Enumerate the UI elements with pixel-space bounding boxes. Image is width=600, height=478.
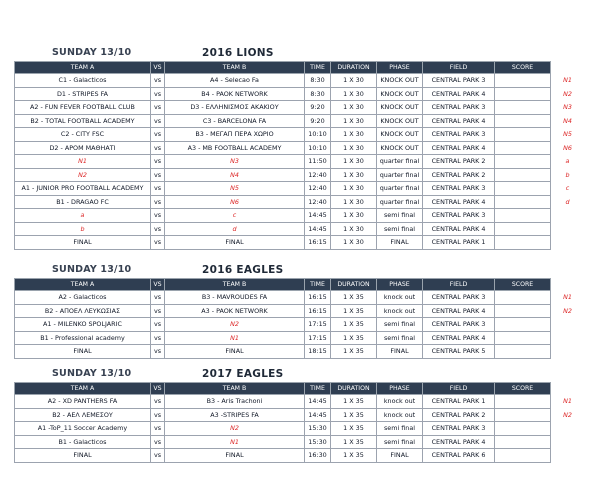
- cell-team-b: N1: [165, 331, 305, 345]
- cell-phase: KNOCK OUT: [377, 114, 423, 128]
- table-row: [15, 222, 585, 236]
- cell-score: [495, 331, 551, 345]
- cell-note: N1: [563, 397, 572, 406]
- column-header-phase: PHASE: [377, 383, 423, 395]
- cell-vs: vs: [151, 128, 165, 142]
- column-header-score: SCORE: [495, 62, 551, 74]
- cell-team-b: N6: [165, 195, 305, 209]
- cell-team-a: D1 - STRIPES FA: [15, 87, 151, 101]
- cell-time: 14:45: [305, 395, 331, 409]
- cell-vs: vs: [151, 141, 165, 155]
- cell-team-a: C2 - CITY FSC: [15, 128, 151, 142]
- cell-field: CENTRAL PARK 4: [423, 195, 495, 209]
- cell-duration: 1 X 30: [331, 114, 377, 128]
- cell-score: [495, 87, 551, 101]
- cell-team-a: B2 - ΑΠΟΕΛ ΛΕΥΚΩΣΙΑΣ: [15, 304, 151, 318]
- section-header: [14, 47, 584, 61]
- cell-field: CENTRAL PARK 5: [423, 345, 495, 359]
- section-day: SUNDAY 13/10: [52, 264, 132, 275]
- cell-phase: KNOCK OUT: [377, 128, 423, 142]
- cell-team-a: A1 -ToP_11 Soccer Academy: [15, 422, 151, 436]
- section-header: [14, 264, 584, 278]
- cell-time: 9:20: [305, 101, 331, 115]
- cell-vs: vs: [151, 209, 165, 223]
- cell-phase: quarter final: [377, 168, 423, 182]
- cell-duration: 1 X 30: [331, 236, 377, 250]
- cell-team-a: B1 - Professional academy: [15, 331, 151, 345]
- cell-team-b: C3 - BARCELONA FA: [165, 114, 305, 128]
- schedule-table: [14, 382, 585, 463]
- cell-note: N1: [563, 76, 572, 85]
- cell-team-b: FINAL: [165, 449, 305, 463]
- column-header-note: [551, 279, 585, 291]
- section-2017-eagles: [14, 368, 584, 463]
- cell-vs: vs: [151, 155, 165, 169]
- column-header-score: SCORE: [495, 279, 551, 291]
- cell-vs: vs: [151, 318, 165, 332]
- cell-vs: vs: [151, 74, 165, 88]
- cell-time: 12:40: [305, 195, 331, 209]
- cell-note: [551, 222, 585, 236]
- cell-score: [495, 435, 551, 449]
- cell-team-b: B4 - PAOK NETWORK: [165, 87, 305, 101]
- cell-phase: semi final: [377, 222, 423, 236]
- cell-time: 10:10: [305, 128, 331, 142]
- cell-note: N4: [563, 116, 572, 125]
- cell-note: [551, 345, 585, 359]
- cell-duration: 1 X 35: [331, 304, 377, 318]
- cell-duration: 1 X 30: [331, 222, 377, 236]
- table-row: [15, 422, 585, 436]
- cell-phase: KNOCK OUT: [377, 74, 423, 88]
- cell-field: CENTRAL PARK 1: [423, 395, 495, 409]
- cell-phase: semi final: [377, 331, 423, 345]
- table-row: [15, 168, 585, 182]
- cell-team-a: B1 - Galacticos: [15, 435, 151, 449]
- cell-phase: KNOCK OUT: [377, 141, 423, 155]
- cell-phase: quarter final: [377, 195, 423, 209]
- column-header-note: [551, 383, 585, 395]
- table-row: [15, 449, 585, 463]
- cell-team-b: FINAL: [165, 236, 305, 250]
- cell-score: [495, 209, 551, 223]
- cell-team-b: N2: [165, 422, 305, 436]
- cell-vs: vs: [151, 449, 165, 463]
- cell-time: 16:15: [305, 304, 331, 318]
- cell-field: CENTRAL PARK 4: [423, 114, 495, 128]
- cell-vs: vs: [151, 331, 165, 345]
- table-row: [15, 236, 585, 250]
- cell-team-b: d: [165, 222, 305, 236]
- cell-vs: vs: [151, 304, 165, 318]
- cell-duration: 1 X 30: [331, 87, 377, 101]
- cell-note: N6: [563, 143, 572, 152]
- cell-score: [495, 195, 551, 209]
- cell-score: [495, 101, 551, 115]
- cell-team-a: FINAL: [15, 345, 151, 359]
- cell-score: [495, 408, 551, 422]
- column-header-team-a: TEAM A: [15, 62, 151, 74]
- cell-phase: FINAL: [377, 345, 423, 359]
- cell-team-a: A2 - Galacticos: [15, 291, 151, 305]
- table-row: [15, 435, 585, 449]
- cell-vs: vs: [151, 87, 165, 101]
- cell-field: CENTRAL PARK 2: [423, 155, 495, 169]
- cell-phase: semi final: [377, 435, 423, 449]
- column-header-field: FIELD: [423, 62, 495, 74]
- cell-duration: 1 X 30: [331, 209, 377, 223]
- cell-duration: 1 X 30: [331, 128, 377, 142]
- column-header-field: FIELD: [423, 383, 495, 395]
- table-row: [15, 128, 585, 142]
- column-header-duration: DURATION: [331, 279, 377, 291]
- cell-note: N1: [563, 293, 572, 302]
- cell-note: N2: [563, 306, 572, 315]
- cell-team-a: A2 - FUN FEVER FOOTBALL CLUB: [15, 101, 151, 115]
- cell-time: 9:20: [305, 114, 331, 128]
- cell-field: CENTRAL PARK 3: [423, 209, 495, 223]
- cell-note: N5: [563, 130, 572, 139]
- cell-team-b: N3: [165, 155, 305, 169]
- cell-team-a: N1: [15, 155, 151, 169]
- cell-duration: 1 X 35: [331, 318, 377, 332]
- column-header-team-a: TEAM A: [15, 383, 151, 395]
- cell-time: 15:30: [305, 422, 331, 436]
- cell-note: [551, 331, 585, 345]
- table-row: [15, 291, 585, 305]
- cell-note: N3: [563, 103, 572, 112]
- cell-team-a: B2 - TOTAL FOOTBALL ACADEMY: [15, 114, 151, 128]
- section-header: [14, 368, 584, 382]
- cell-team-b: B3 - MAVROUDES FA: [165, 291, 305, 305]
- column-header-score: SCORE: [495, 383, 551, 395]
- table-row: [15, 331, 585, 345]
- cell-duration: 1 X 30: [331, 74, 377, 88]
- table-row: [15, 195, 585, 209]
- section-2016-eagles: [14, 264, 584, 359]
- cell-field: CENTRAL PARK 3: [423, 422, 495, 436]
- cell-phase: KNOCK OUT: [377, 87, 423, 101]
- cell-duration: 1 X 35: [331, 422, 377, 436]
- cell-team-a: A1 - MILENKO SPOLJARIC: [15, 318, 151, 332]
- cell-duration: 1 X 30: [331, 168, 377, 182]
- cell-field: CENTRAL PARK 2: [423, 168, 495, 182]
- cell-score: [495, 345, 551, 359]
- cell-time: 8:30: [305, 87, 331, 101]
- cell-duration: 1 X 35: [331, 435, 377, 449]
- table-row: [15, 114, 585, 128]
- cell-duration: 1 X 30: [331, 141, 377, 155]
- cell-team-b: D3 - ΕΛΛΗΝΙΣΜΟΣ ΑΚΑΚΙΟΥ: [165, 101, 305, 115]
- cell-time: 14:45: [305, 209, 331, 223]
- cell-score: [495, 182, 551, 196]
- cell-field: CENTRAL PARK 4: [423, 222, 495, 236]
- cell-team-b: c: [165, 209, 305, 223]
- cell-field: CENTRAL PARK 3: [423, 128, 495, 142]
- cell-team-a: b: [15, 222, 151, 236]
- column-header-note: [551, 62, 585, 74]
- cell-note: b: [565, 170, 570, 179]
- section-day: SUNDAY 13/10: [52, 47, 132, 58]
- table-row: [15, 155, 585, 169]
- cell-team-b: N4: [165, 168, 305, 182]
- cell-field: CENTRAL PARK 4: [423, 304, 495, 318]
- cell-duration: 1 X 30: [331, 195, 377, 209]
- cell-phase: semi final: [377, 209, 423, 223]
- cell-score: [495, 422, 551, 436]
- cell-team-a: FINAL: [15, 449, 151, 463]
- cell-team-a: N2: [15, 168, 151, 182]
- cell-score: [495, 395, 551, 409]
- cell-vs: vs: [151, 435, 165, 449]
- cell-note: [551, 209, 585, 223]
- cell-team-b: A4 - Selecao Fa: [165, 74, 305, 88]
- column-header-duration: DURATION: [331, 383, 377, 395]
- table-row: [15, 345, 585, 359]
- section-2016-lions: [14, 47, 584, 250]
- table-row: [15, 74, 585, 88]
- cell-phase: knock out: [377, 408, 423, 422]
- cell-note: a: [565, 157, 570, 166]
- cell-field: CENTRAL PARK 6: [423, 449, 495, 463]
- table-row: [15, 182, 585, 196]
- table-row: [15, 87, 585, 101]
- cell-phase: knock out: [377, 304, 423, 318]
- cell-phase: semi final: [377, 422, 423, 436]
- column-header-time: TIME: [305, 62, 331, 74]
- cell-team-b: A3 - PAOK NETWORK: [165, 304, 305, 318]
- table-row: [15, 101, 585, 115]
- cell-team-b: N2: [165, 318, 305, 332]
- cell-phase: FINAL: [377, 449, 423, 463]
- cell-field: CENTRAL PARK 3: [423, 182, 495, 196]
- column-header-phase: PHASE: [377, 279, 423, 291]
- cell-score: [495, 449, 551, 463]
- cell-phase: quarter final: [377, 155, 423, 169]
- cell-phase: FINAL: [377, 236, 423, 250]
- cell-note: c: [565, 184, 570, 193]
- column-header-phase: PHASE: [377, 62, 423, 74]
- cell-team-b: B3 - Aris Trachoni: [165, 395, 305, 409]
- table-row: [15, 395, 585, 409]
- cell-time: 16:30: [305, 449, 331, 463]
- cell-duration: 1 X 30: [331, 101, 377, 115]
- column-header-vs: VS: [151, 383, 165, 395]
- column-header-duration: DURATION: [331, 62, 377, 74]
- cell-phase: knock out: [377, 395, 423, 409]
- cell-score: [495, 114, 551, 128]
- cell-team-b: A3 -STRIPES FA: [165, 408, 305, 422]
- cell-duration: 1 X 30: [331, 155, 377, 169]
- section-category: 2016 LIONS: [202, 47, 274, 59]
- section-category: 2017 EAGLES: [202, 368, 284, 380]
- cell-note: [551, 422, 585, 436]
- column-header-team-b: TEAM B: [165, 383, 305, 395]
- cell-time: 8:30: [305, 74, 331, 88]
- cell-field: CENTRAL PARK 3: [423, 318, 495, 332]
- cell-team-b: B3 - ΜΕΓΑΠ ΠΕΡΑ ΧΩΡΙΟ: [165, 128, 305, 142]
- cell-field: CENTRAL PARK 4: [423, 435, 495, 449]
- cell-time: 18:15: [305, 345, 331, 359]
- cell-score: [495, 222, 551, 236]
- cell-field: CENTRAL PARK 1: [423, 236, 495, 250]
- cell-team-b: FINAL: [165, 345, 305, 359]
- cell-note: [551, 449, 585, 463]
- cell-score: [495, 141, 551, 155]
- table-row: [15, 408, 585, 422]
- schedule-table: [14, 278, 585, 359]
- cell-vs: vs: [151, 236, 165, 250]
- cell-score: [495, 318, 551, 332]
- cell-vs: vs: [151, 422, 165, 436]
- cell-team-a: C1 - Galacticos: [15, 74, 151, 88]
- cell-field: CENTRAL PARK 3: [423, 101, 495, 115]
- table-header-row: [15, 279, 585, 291]
- cell-team-a: B1 - DRAGAO FC: [15, 195, 151, 209]
- cell-score: [495, 236, 551, 250]
- cell-vs: vs: [151, 222, 165, 236]
- cell-team-a: A1 - JUNIOR PRO FOOTBALL ACADEMY: [15, 182, 151, 196]
- cell-score: [495, 128, 551, 142]
- cell-time: 16:15: [305, 291, 331, 305]
- cell-time: 17:15: [305, 331, 331, 345]
- cell-team-a: FINAL: [15, 236, 151, 250]
- column-header-team-b: TEAM B: [165, 62, 305, 74]
- cell-team-b: N5: [165, 182, 305, 196]
- cell-vs: vs: [151, 345, 165, 359]
- cell-note: [551, 435, 585, 449]
- cell-duration: 1 X 35: [331, 395, 377, 409]
- schedule-table: [14, 61, 585, 250]
- table-row: [15, 318, 585, 332]
- section-category: 2016 EAGLES: [202, 264, 284, 276]
- cell-time: 14:45: [305, 222, 331, 236]
- cell-phase: quarter final: [377, 182, 423, 196]
- cell-time: 16:15: [305, 236, 331, 250]
- cell-field: CENTRAL PARK 4: [423, 141, 495, 155]
- cell-duration: 1 X 30: [331, 182, 377, 196]
- column-header-field: FIELD: [423, 279, 495, 291]
- table-row: [15, 304, 585, 318]
- cell-field: CENTRAL PARK 2: [423, 408, 495, 422]
- cell-vs: vs: [151, 195, 165, 209]
- cell-phase: knock out: [377, 291, 423, 305]
- cell-team-a: B2 - ΑΕΛ ΛΕΜΕΣΟΥ: [15, 408, 151, 422]
- cell-vs: vs: [151, 408, 165, 422]
- table-row: [15, 141, 585, 155]
- cell-note: N2: [563, 89, 572, 98]
- cell-vs: vs: [151, 114, 165, 128]
- cell-score: [495, 291, 551, 305]
- cell-score: [495, 155, 551, 169]
- cell-duration: 1 X 35: [331, 331, 377, 345]
- cell-team-b: A3 - MB FOOTBALL ACADEMY: [165, 141, 305, 155]
- cell-note: d: [565, 197, 570, 206]
- cell-duration: 1 X 35: [331, 449, 377, 463]
- cell-time: 15:30: [305, 435, 331, 449]
- cell-field: CENTRAL PARK 3: [423, 74, 495, 88]
- cell-phase: KNOCK OUT: [377, 101, 423, 115]
- cell-vs: vs: [151, 395, 165, 409]
- cell-duration: 1 X 35: [331, 408, 377, 422]
- cell-team-b: N1: [165, 435, 305, 449]
- cell-vs: vs: [151, 291, 165, 305]
- cell-time: 12:40: [305, 168, 331, 182]
- cell-team-a: A2 - XD PANTHERS FA: [15, 395, 151, 409]
- cell-score: [495, 304, 551, 318]
- cell-time: 12:40: [305, 182, 331, 196]
- table-header-row: [15, 383, 585, 395]
- section-day: SUNDAY 13/10: [52, 368, 132, 379]
- table-header-row: [15, 62, 585, 74]
- cell-note: [551, 236, 585, 250]
- cell-duration: 1 X 35: [331, 345, 377, 359]
- cell-vs: vs: [151, 182, 165, 196]
- column-header-team-b: TEAM B: [165, 279, 305, 291]
- cell-note: N2: [563, 410, 572, 419]
- cell-vs: vs: [151, 101, 165, 115]
- cell-vs: vs: [151, 168, 165, 182]
- column-header-time: TIME: [305, 279, 331, 291]
- column-header-vs: VS: [151, 62, 165, 74]
- cell-phase: semi final: [377, 318, 423, 332]
- cell-field: CENTRAL PARK 4: [423, 87, 495, 101]
- cell-time: 11:50: [305, 155, 331, 169]
- column-header-vs: VS: [151, 279, 165, 291]
- cell-team-a: a: [15, 209, 151, 223]
- cell-time: 17:15: [305, 318, 331, 332]
- cell-field: CENTRAL PARK 3: [423, 291, 495, 305]
- cell-score: [495, 168, 551, 182]
- cell-score: [495, 74, 551, 88]
- table-row: [15, 209, 585, 223]
- column-header-time: TIME: [305, 383, 331, 395]
- cell-duration: 1 X 35: [331, 291, 377, 305]
- cell-time: 10:10: [305, 141, 331, 155]
- cell-note: [551, 318, 585, 332]
- cell-field: CENTRAL PARK 4: [423, 331, 495, 345]
- column-header-team-a: TEAM A: [15, 279, 151, 291]
- cell-team-a: D2 - ΑΡΟΜ ΜΑΘΗΑΤΙ: [15, 141, 151, 155]
- cell-time: 14:45: [305, 408, 331, 422]
